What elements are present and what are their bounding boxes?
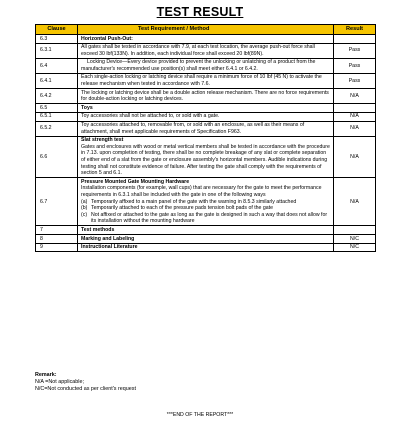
table-row: [36, 89, 376, 104]
row-clause: 6.7: [36, 178, 78, 226]
end-of-report: ***END OF THE REPORT***: [166, 412, 234, 418]
row-result: N/A: [334, 121, 376, 136]
row-requirement: Toy accessories attached to, removable from, or sold with an enclosure, as well as their means of attachment, shall meet applicable requirements of Specification F963.: [78, 121, 334, 136]
header-result: Result: [334, 25, 376, 35]
row-result: Pass: [334, 43, 376, 58]
row-requirement: Instructional Literature: [78, 243, 334, 252]
table-row: [36, 112, 376, 121]
remark-title: Remark:: [35, 372, 57, 378]
table-row: [36, 58, 376, 73]
row-requirement: Each single-action locking or latching device shall require a minimum force of 10 lbf (45 N) to activate the release mechanism when tested in accordance with 7.6.: [78, 73, 334, 88]
row-clause: 6.6: [36, 136, 78, 178]
list-item: [81, 212, 330, 225]
row-clause: 6.3.1: [36, 43, 78, 58]
row-requirement: Locking Device—Every device provided to prevent the unlocking or unlatching of a product from the manufacturer's recommended use position(s) shall meet either 6.4.1 or 6.4.2.: [78, 58, 334, 73]
table-row: [36, 235, 376, 244]
list-item: [81, 205, 330, 212]
section-heading: Slat strength test: [81, 137, 124, 144]
list-item-text: Temporarily attached to each of the pressure pads tension bolt pads of the gate: [91, 205, 273, 212]
row-requirement: [78, 178, 334, 226]
table-row: [36, 43, 376, 58]
row-requirement: All gates shall be tested in accordance with 7.9, at each test location, the average push-out force shall exceed 30 lbf(133N). In addition, each individual force shall exceed 20 lbf(89N).: [78, 43, 334, 58]
section-body: Gates and enclosures with wood or metal vertical members shall be tested in accordance with the procedure in 7.13. upon completion of testing, there shall be no complete breakage of any slat or complete separation of either end of a slat from the gate or enclosure assembly's horizontal members. Audible indications during testing shall not constitute evidence of failure. After testing the gate shall comply with the requirements of section 5 and 6.1.: [81, 143, 330, 177]
remark-line: N/C=Not conducted as per client's request: [35, 386, 136, 392]
list-item-text: Temporarily affixed to a main panel of the gate with the warning in 8.5.3 similarly attached: [91, 198, 297, 205]
table-row: [36, 178, 376, 226]
table-row: [36, 35, 376, 44]
list-item-text: Not affixed or attached to the gate as long as the gate is designed in such a way that does not allow for its installation without the mounting hardware: [91, 211, 328, 225]
table-row: [36, 226, 376, 235]
row-result: [334, 35, 376, 44]
row-requirement: [78, 136, 334, 178]
table-row: [36, 243, 376, 252]
row-requirement: The locking or latching device shall be a double action release mechanism. There are no force requirements for double-action locking or latching devices.: [78, 89, 334, 104]
row-clause: 6.5.2: [36, 121, 78, 136]
list-item: [81, 199, 330, 206]
test-result-table: [35, 24, 376, 252]
row-clause: 9: [36, 243, 78, 252]
row-requirement: Test methods: [78, 226, 334, 235]
row-requirement: Marking and Labeling: [78, 235, 334, 244]
row-result: N/A: [334, 112, 376, 121]
section-body: Installation components (for example, wall cups) that are necessary for the gate to meet the performance requirements in 6.3.1 shall be included with the gate in one of the following ways: [81, 185, 322, 198]
row-result: Pass: [334, 58, 376, 73]
table-row: [36, 136, 376, 178]
row-clause: 6.3: [36, 35, 78, 44]
row-result: N/C: [334, 235, 376, 244]
row-clause: 6.4: [36, 58, 78, 73]
row-requirement: Horizontal Push-Out:: [78, 35, 334, 44]
remark-block: [35, 372, 136, 393]
row-clause: 6.5: [36, 104, 78, 113]
row-requirement: Toy accessories shall not be attached to, or sold with a gate.: [78, 112, 334, 121]
header-clause: Clause: [36, 25, 78, 35]
table-row: [36, 104, 376, 113]
header-requirement: Test Requirement / Method: [78, 25, 334, 35]
table-header-row: [36, 25, 376, 35]
list-item-label: (a): [81, 198, 88, 205]
row-clause: 6.5.1: [36, 112, 78, 121]
row-clause: 6.4.2: [36, 89, 78, 104]
list-item-label: (c): [81, 211, 88, 218]
row-result: N/A: [334, 89, 376, 104]
row-result: [334, 104, 376, 113]
row-clause: 7: [36, 226, 78, 235]
row-result: N/A: [334, 178, 376, 226]
row-result: N/A: [334, 136, 376, 178]
table-row: [36, 121, 376, 136]
row-clause: 6.4.1: [36, 73, 78, 88]
section-heading: Pressure Mounted Gate Mounting Hardware: [81, 178, 190, 185]
row-requirement: Toys: [78, 104, 334, 113]
page-title: TEST RESULT: [156, 5, 244, 19]
row-result: [334, 226, 376, 235]
row-result: N/C: [334, 243, 376, 252]
row-clause: 8: [36, 235, 78, 244]
row-result: Pass: [334, 73, 376, 88]
list-item-label: (b): [81, 205, 88, 212]
remark-line: N/A =Not applicable;: [35, 379, 84, 385]
table-row: [36, 73, 376, 88]
